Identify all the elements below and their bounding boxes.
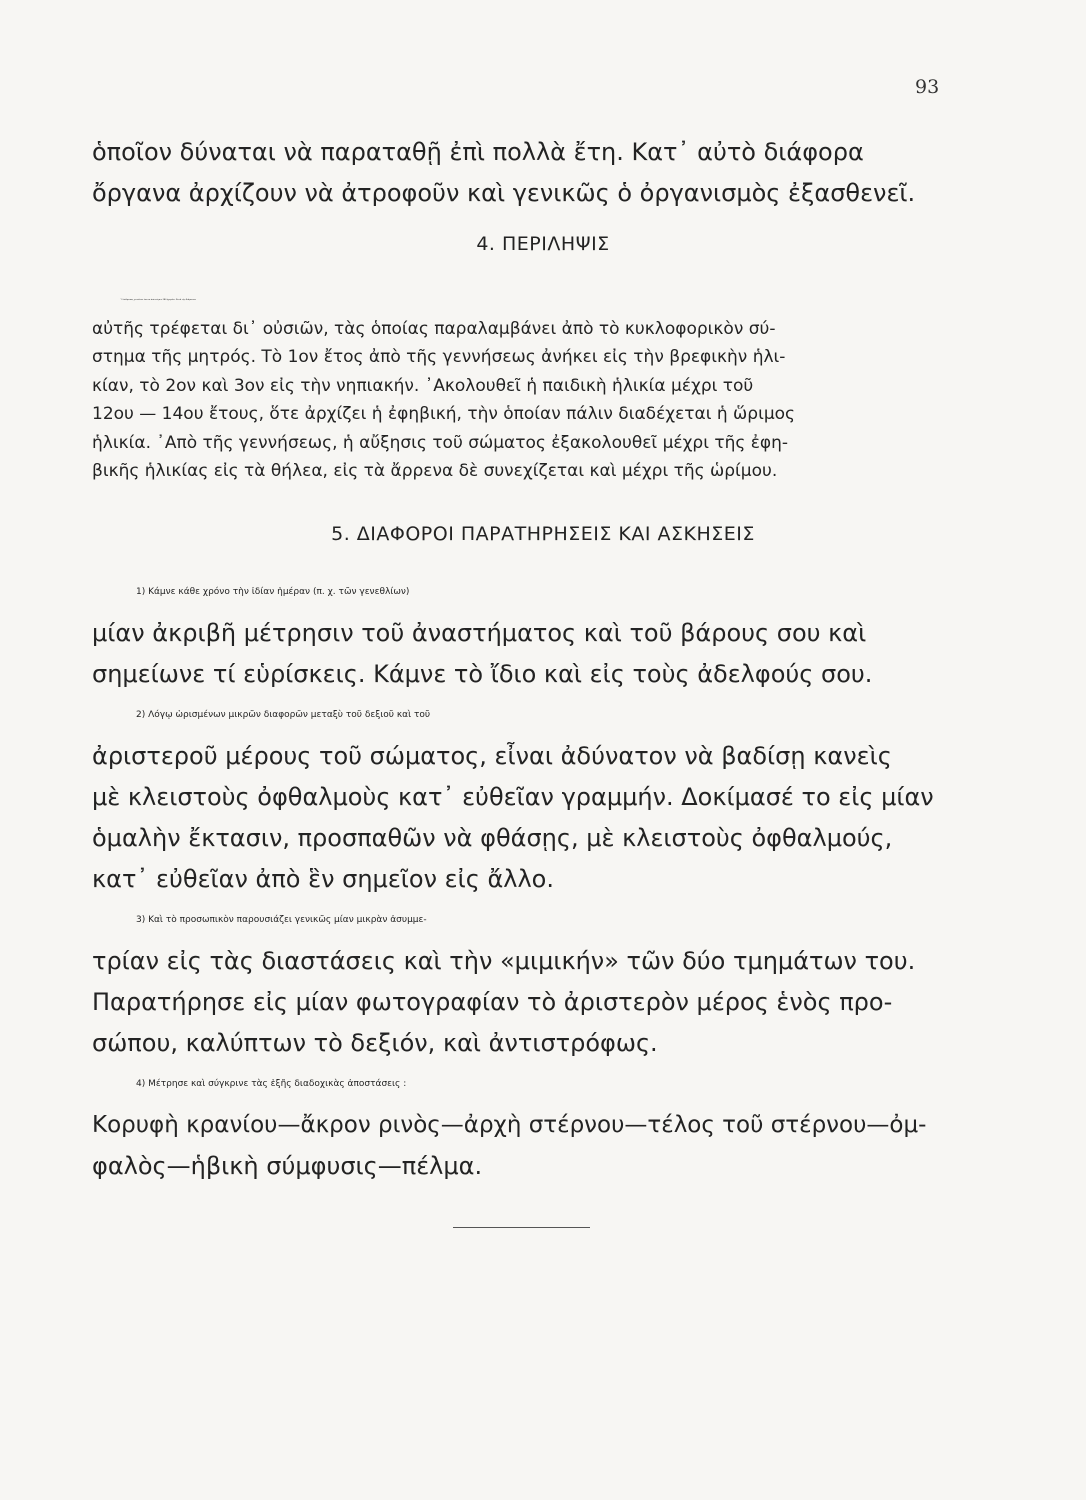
exercise-1-line: 1) Κάμνε κάθε χρόνο τὴν ἰδίαν ἡμέραν (π. χ. τῶν γενεθλίων) (136, 587, 410, 597)
text-line: αὐτῆς τρέφεται δι᾽ οὐσιῶν, τὰς ὁποίας παραλαμβάνει ἀπὸ τὸ κυκλοφορικὸν σύ- (92, 318, 776, 339)
text-line: ῾Ο ἄνθρωπος γεννᾶται ἔπειτα ἀπὸ κύησιν 280 ἡμερῶν. Κατὰ τὴν διάρκειαν (120, 299, 196, 301)
section-5-heading: 5. ΔΙΑΦΟΡΟΙ ΠΑΡΑΤΗΡΗΣΕΙΣ ΚΑΙ ΑΣΚΗΣΕΙΣ (331, 523, 755, 545)
text-line: ὁμαλὴν ἔκτασιν, προσπαθῶν νὰ φθάσῃς, μὲ κλειστοὺς ὀφθαλμούς, (92, 824, 893, 852)
page-number: 93 (915, 76, 940, 98)
text-line: κίαν, τὸ 2ον καὶ 3ον εἰς τὴν νηπιακήν. ᾽Ακολουθεῖ ἡ παιδικὴ ἡλικία μέχρι τοῦ (92, 375, 754, 396)
section-4-heading: 4. ΠΕΡΙΛΗΨΙΣ (476, 233, 610, 255)
exercise-2-line: 2) Λόγῳ ὡρισμένων μικρῶν διαφορῶν μεταξὺ τοῦ δεξιοῦ καὶ τοῦ (136, 710, 431, 720)
text-line: Παρατήρησε εἰς μίαν φωτογραφίαν τὸ ἀριστερὸν μέρος ἑνὸς προ- (92, 988, 893, 1016)
text-line: ὄργανα ἀρχίζουν νὰ ἀτροφοῦν καὶ γενικῶς ὁ ὀργανισμὸς ἐξασθενεῖ. (92, 179, 916, 207)
text-line: ὁποῖον δύναται νὰ παραταθῇ ἐπὶ πολλὰ ἔτη. Κατ᾽ αὐτὸ διάφορα (92, 138, 864, 166)
text-line: ἡλικία. ᾽Απὸ τῆς γεννήσεως, ἡ αὔξησις τοῦ σώματος ἐξακολουθεῖ μέχρι τῆς ἐφη- (92, 432, 789, 453)
exercise-4-line: 4) Μέτρησε καὶ σύγκρινε τὰς ἑξῆς διαδοχικὰς ἀποστάσεις : (136, 1079, 407, 1089)
text-line: σημείωνε τί εὑρίσκεις. Κάμνε τὸ ἴδιο καὶ εἰς τοὺς ἀδελφούς σου. (92, 660, 873, 688)
intro-paragraph (92, 132, 942, 214)
text-line: τρίαν εἰς τὰς διαστάσεις καὶ τὴν «μιμικήν» τῶν δύο τμημάτων του. (92, 947, 916, 975)
text-line: φαλὸς—ἡβικὴ σύμφυσις—πέλμα. (92, 1152, 483, 1180)
text-line: στημα τῆς μητρός. Τὸ 1ον ἔτος ἀπὸ τῆς γεννήσεως ἀνήκει εἰς τὴν βρεφικὴν ἡλι- (92, 347, 786, 367)
text-line: μίαν ἀκριβῆ μέτρησιν τοῦ ἀναστήματος καὶ τοῦ βάρους σου καὶ (92, 619, 867, 647)
text-line: κατ᾽ εὐθεῖαν ἀπὸ ἓν σημεῖον εἰς ἄλλο. (92, 865, 554, 893)
bottom-divider (453, 1227, 590, 1228)
text-line: μὲ κλειστοὺς ὀφθαλμοὺς κατ᾽ εὐθεῖαν γραμμήν. Δοκίμασέ το εἰς μίαν (92, 783, 934, 811)
text-line: ἀριστεροῦ μέρους τοῦ σώματος, εἶναι ἀδύνατον νὰ βαδίσῃ κανεὶς (92, 742, 892, 770)
text-line: σώπου, καλύπτων τὸ δεξιόν, καὶ ἀντιστρόφως. (92, 1029, 658, 1057)
text-line: Κορυφὴ κρανίου—ἄκρον ρινὸς—ἀρχὴ στέρνου—τέλος τοῦ στέρνου—ὀμ- (92, 1112, 927, 1138)
exercise-3-line: 3) Καὶ τὸ προσωπικὸν παρουσιάζει γενικῶς μίαν μικρὰν ἀσυμμε- (136, 915, 427, 925)
section-4-paragraph (92, 286, 942, 486)
text-line: 12ου — 14ου ἔτους, ὅτε ἀρχίζει ἡ ἐφηβική, τὴν ὁποίαν πάλιν διαδέχεται ἡ ὥριμος (92, 404, 796, 424)
text-line: βικῆς ἡλικίας εἰς τὰ θήλεα, εἰς τὰ ἄρρενα δὲ συνεχίζεται καὶ μέχρι τῆς ὡρίμου. (92, 461, 778, 481)
section-5-paragraph (92, 572, 942, 1187)
